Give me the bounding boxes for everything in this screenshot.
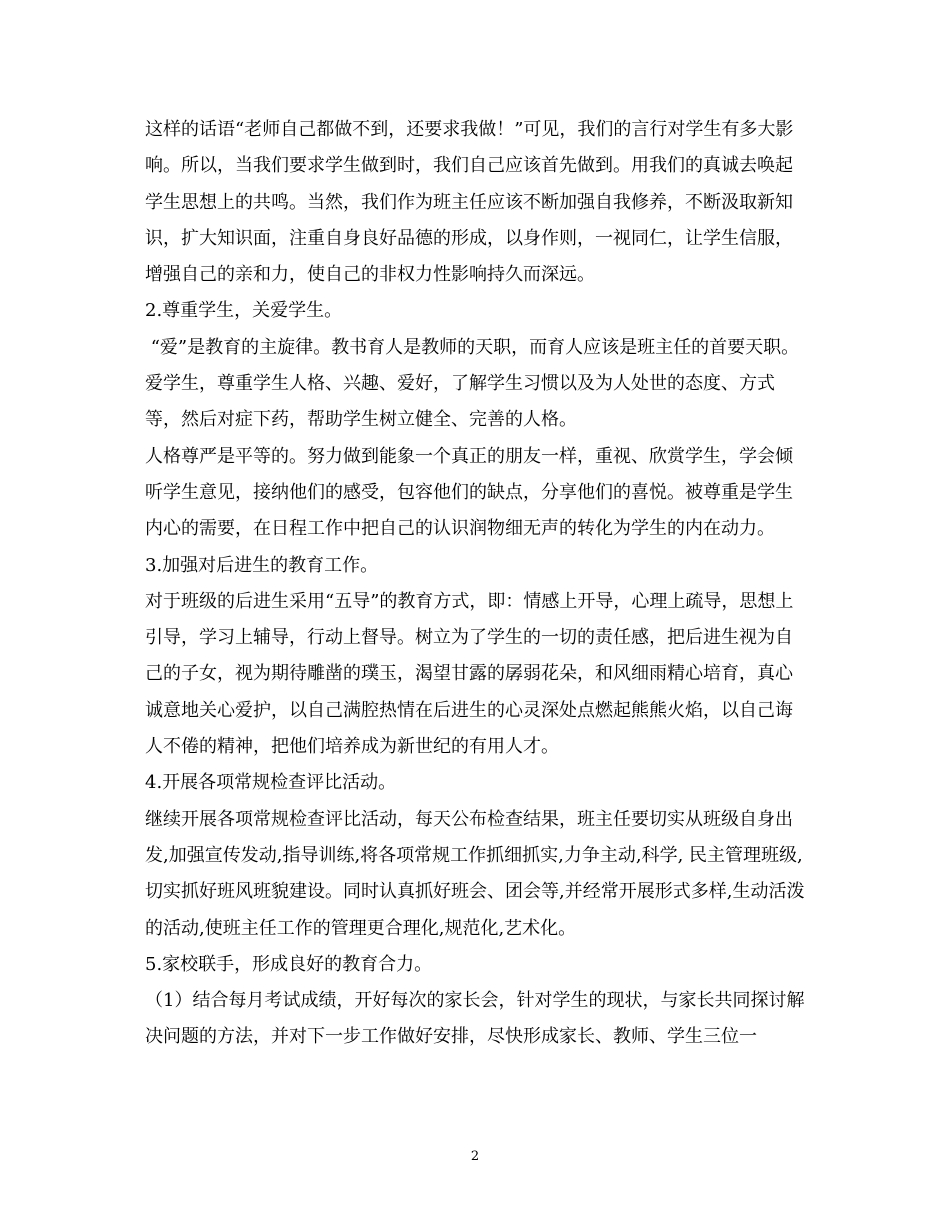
heading-home-school: 5.家校联手，形成良好的教育合力。 [145,953,433,975]
paragraph-dignity: 人格尊严是平等的。努力做到能象一个真正的朋友一样，重视、欣赏学生，学会倾听学生意见，接纳他们的感受，包容他们的缺点，分享他们的喜悦。被尊重是学生内心的需要，在日程工作中把自己的认识润物细无声的转化为学生的内在动力。 [145,445,793,540]
heading-underachievers: 3.加强对后进生的教育工作。 [145,554,379,576]
heading-inspection: 4.开展各项常规检查评比活动。 [145,772,397,794]
paragraph-intro: 这样的话语“老师自己都做不到，还要求我做！”可见，我们的言行对学生有多大影响。所以，当我们要求学生做到时，我们自己应该首先做到。用我们的真诚去唤起学生思想上的共鸣。当然，我们作为班主任应该不断加强自我修养，不断汲取新知识，扩大知识面，注重自身良好品德的形成，以身作则，一视同仁，让学生信服，增强自己的亲和力，使自己的非权力性影响持久而深远。 [145,119,794,286]
heading-respect-students: 2.尊重学生，关爱学生。 [145,300,343,322]
paragraph-five-guides: 对于班级的后进生采用“五导”的教育方式，即：情感上开导，心理上疏导，思想上引导，学习上辅导，行动上督导。树立为了学生的一切的责任感，把后进生视为自己的子女，视为期待雕凿的璞玉，渴望甘露的孱弱花朵，和风细雨精心培育，真心诚意地关心爱护，以自己满腔热情在后进生的心灵深处点燃起熊熊火焰，以自己诲人不倦的精神，把他们培养成为新世纪的有用人才。 [145,590,794,758]
paragraph-love: “爱”是教育的主旋律。教书育人是教师的天职，而育人应该是班主任的首要天职。爱学生，尊重学生人格、兴趣、爱好，了解学生习惯以及为人处世的态度、方式等，然后对症下药，帮助学生树立健全、完善的人格。 [145,336,800,431]
document-body [145,112,810,1056]
page-number: 2 [470,1149,480,1164]
paragraph-inspection: 继续开展各项常规检查评比活动，每天公布检查结果，班主任要切实从班级自身出发,加强宣传发动,指导训练,将各项常规工作抓细抓实,力争主动,科学, 民主管理班级,切实抓好班风班貌建设。同时认真抓好班会、团会等,并经常开展形式多样,生动活泼的活动,使班主任工作的管理更合理化,规范化,艺术化。 [145,808,805,939]
paragraph-parent-meeting: （1）结合每月考试成绩，开好每次的家长会，针对学生的现状，与家长共同探讨解决问题的方法，并对下一步工作做好安排，尽快形成家长、教师、学生三位一 [145,990,805,1048]
